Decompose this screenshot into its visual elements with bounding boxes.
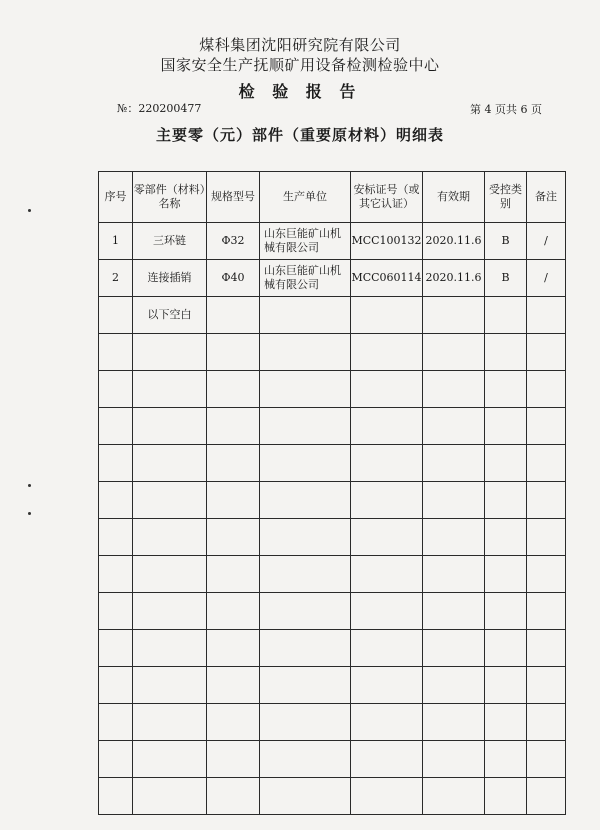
empty-row: [99, 334, 566, 371]
cell-seq: 2: [99, 260, 133, 297]
cell-seq: 1: [99, 223, 133, 260]
col-header-seq: 序号: [99, 172, 133, 223]
cell-validity: 2020.11.6: [423, 260, 485, 297]
cell-remark: [527, 297, 566, 334]
cell-part-name: 连接插销: [133, 260, 207, 297]
cell-control-type: [485, 297, 527, 334]
col-header-spec: 规格型号: [207, 172, 260, 223]
cell-control-type: B: [485, 223, 527, 260]
cell-spec: Φ40: [207, 260, 260, 297]
cell-validity: 2020.11.6: [423, 223, 485, 260]
cell-control-type: B: [485, 260, 527, 297]
col-header-validity: 有效期: [423, 172, 485, 223]
empty-row: [99, 519, 566, 556]
org-line-2: 国家安全生产抚顺矿用设备检测检验中心: [160, 56, 440, 74]
empty-row: [99, 778, 566, 815]
page-info: 第 4 页共 6 页: [470, 103, 542, 116]
col-header-cert: 安标证号（或其它认证）: [351, 172, 423, 223]
empty-row: [99, 408, 566, 445]
col-header-control-type: 受控类别: [485, 172, 527, 223]
cell-validity: [423, 297, 485, 334]
scan-speck: [28, 484, 31, 487]
table-row: [99, 297, 566, 334]
org-line-1: 煤科集团沈阳研究院有限公司: [199, 36, 401, 54]
empty-row: [99, 741, 566, 778]
cell-cert: MCC060114: [351, 260, 423, 297]
scan-speck: [28, 209, 31, 212]
empty-row: [99, 593, 566, 630]
table-row: [99, 260, 566, 297]
empty-row: [99, 630, 566, 667]
doc-title: 检 验 报 告: [238, 82, 362, 101]
cell-manufacturer: 山东巨能矿山机械有限公司: [260, 260, 351, 297]
col-header-manufacturer: 生产单位: [260, 172, 351, 223]
scan-speck: [28, 512, 31, 515]
cell-cert: [351, 297, 423, 334]
table-header-row: [99, 172, 566, 223]
col-header-part-name: 零部件（材料）名称: [133, 172, 207, 223]
empty-row: [99, 704, 566, 741]
empty-row: [99, 371, 566, 408]
cell-spec: Φ32: [207, 223, 260, 260]
cell-manufacturer: 山东巨能矿山机械有限公司: [260, 223, 351, 260]
cell-manufacturer: [260, 297, 351, 334]
empty-row: [99, 556, 566, 593]
col-header-remark: 备注: [527, 172, 566, 223]
parts-table: [98, 171, 566, 815]
cell-spec: [207, 297, 260, 334]
cell-part-name: 三环链: [133, 223, 207, 260]
table-title: 主要零（元）部件（重要原材料）明细表: [155, 126, 444, 144]
cell-remark: /: [527, 223, 566, 260]
cell-seq: [99, 297, 133, 334]
empty-row: [99, 482, 566, 519]
cell-part-name: 以下空白: [133, 297, 207, 334]
cell-remark: /: [527, 260, 566, 297]
empty-row: [99, 667, 566, 704]
cell-cert: MCC100132: [351, 223, 423, 260]
empty-row: [99, 445, 566, 482]
report-number: №：220200477: [117, 102, 202, 115]
table-row: [99, 223, 566, 260]
